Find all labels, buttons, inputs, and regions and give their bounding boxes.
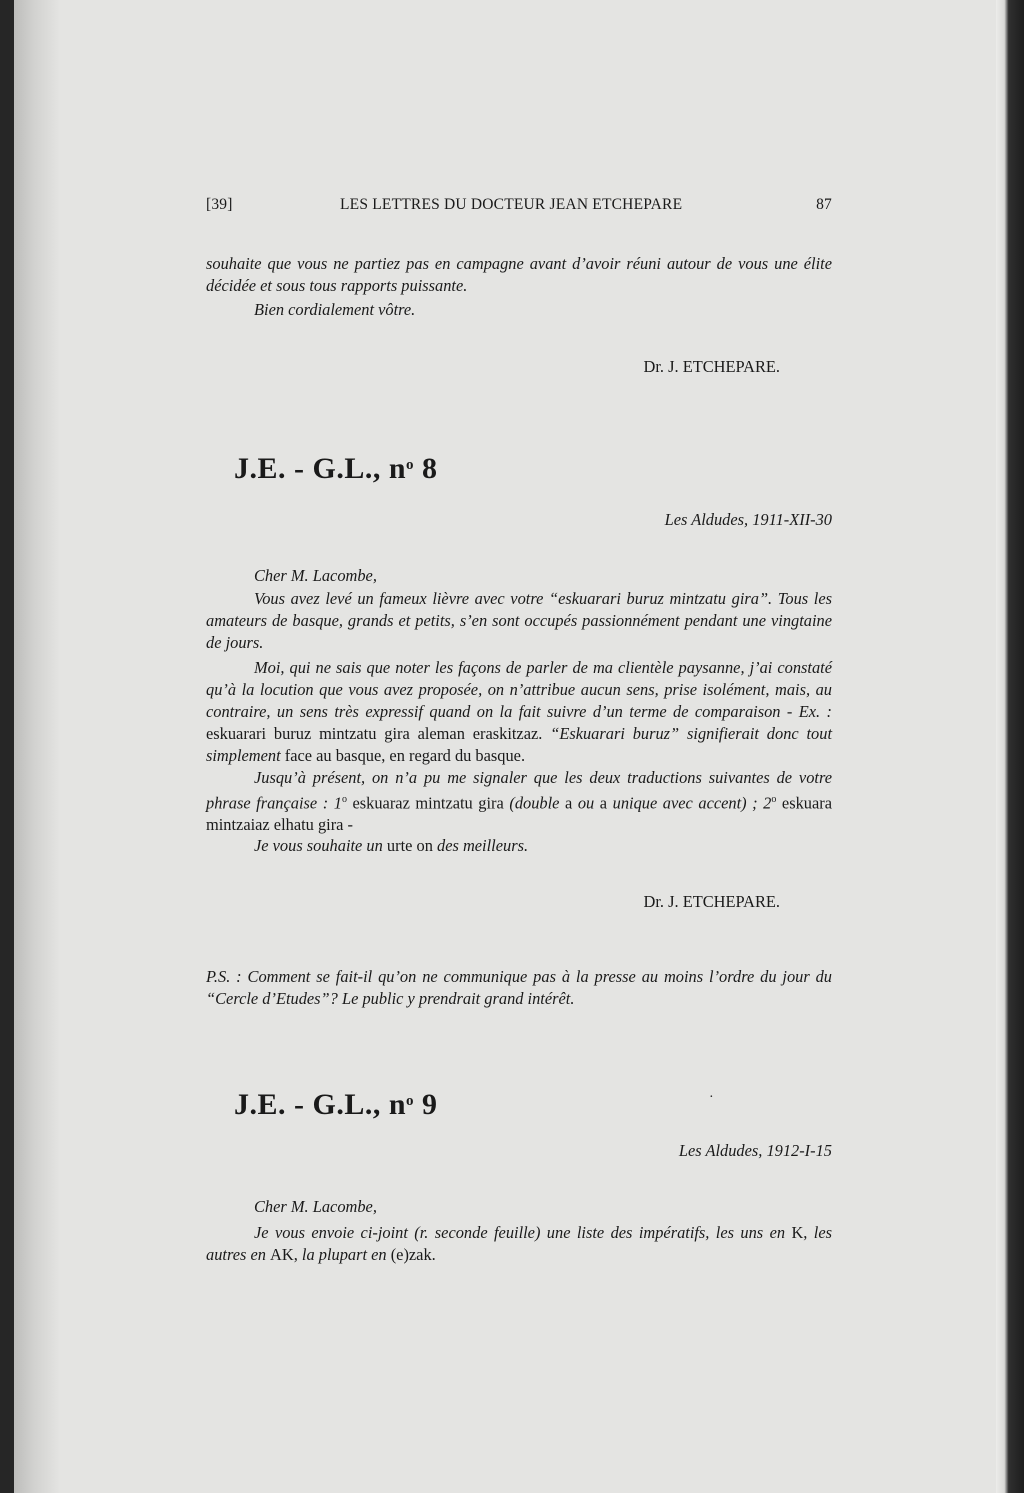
page-content xyxy=(206,0,832,1493)
greeting: Cher M. Lacombe, xyxy=(254,1197,377,1216)
page-edge xyxy=(996,0,1024,1493)
page-gutter-shadow xyxy=(14,0,60,1493)
letter-paragraph: Jusqu’à présent, on n’a pu me signaler que les deux traductions suivantes de votre phrase française : 1$^o$ eskuaraz mintzatu gira (double a ou a unique avec accent) ; 2$^o$ eskuara mintzaiaz elhatu gira - xyxy=(206,768,832,835)
running-title: LES LETTRES DU DOCTEUR JEAN ETCHEPARE xyxy=(340,196,683,213)
running-head xyxy=(206,196,832,218)
postscript: P.S. : Comment se fait-il qu’on ne communique pas à la presse au moins l’ordre du jour du “Cercle d’Etudes”? Le public y prendrait grand intérêt. xyxy=(206,967,832,1008)
letter-paragraph: Je vous envoie ci-joint (r. seconde feuille) une liste des impératifs, les uns en K, les autres en AK, la plupart en (e)zak. xyxy=(206,1223,832,1264)
continued-paragraph: souhaite que vous ne partiez pas en campagne avant d’avoir réuni autour de vous une élite décidée et sous tous rapports puissante. xyxy=(206,254,832,295)
dateline: Les Aldudes, 1911-XII-30 xyxy=(664,510,832,529)
section-number: [39] xyxy=(206,196,233,213)
closing-line: Bien cordialement vôtre. xyxy=(254,300,416,319)
letter-heading-9: J.E. - G.L., $n^o$ 9 xyxy=(234,1088,438,1121)
letter-paragraph: Je vous souhaite un urte on des meilleurs. xyxy=(254,836,529,855)
stray-mark: · xyxy=(709,1090,714,1105)
signature: Dr. J. ETCHEPARE. xyxy=(643,357,780,376)
page-number: 87 xyxy=(816,196,832,213)
signature: Dr. J. ETCHEPARE. xyxy=(643,892,780,911)
letter-paragraph: Vous avez levé un fameux lièvre avec votre “eskuarari buruz mintzatu gira”. Tous les amateurs de basque, grands et petits, s’en sont occupés passionnément pendant une vingtaine de jours. xyxy=(206,589,832,652)
letter-paragraph: Moi, qui ne sais que noter les façons de parler de ma clientèle paysanne, j’ai constaté qu’à la locution que vous avez proposée, on n’attribue aucun sens, prise isolément, mais, au contraire, un sens très expressif quand on la fait suivre d’un terme de comparaison - Ex. : eskuarari buruz mintzatu gira aleman eraskitzaz. “Eskuarari buruz” signifierait donc tout simplement face au basque, en regard du basque. xyxy=(206,658,832,765)
book-spine xyxy=(0,0,14,1493)
letter-heading-8: J.E. - G.L., $n^o$ 8 xyxy=(234,452,438,485)
greeting: Cher M. Lacombe, xyxy=(254,566,377,585)
dateline: Les Aldudes, 1912-I-15 xyxy=(678,1141,832,1160)
